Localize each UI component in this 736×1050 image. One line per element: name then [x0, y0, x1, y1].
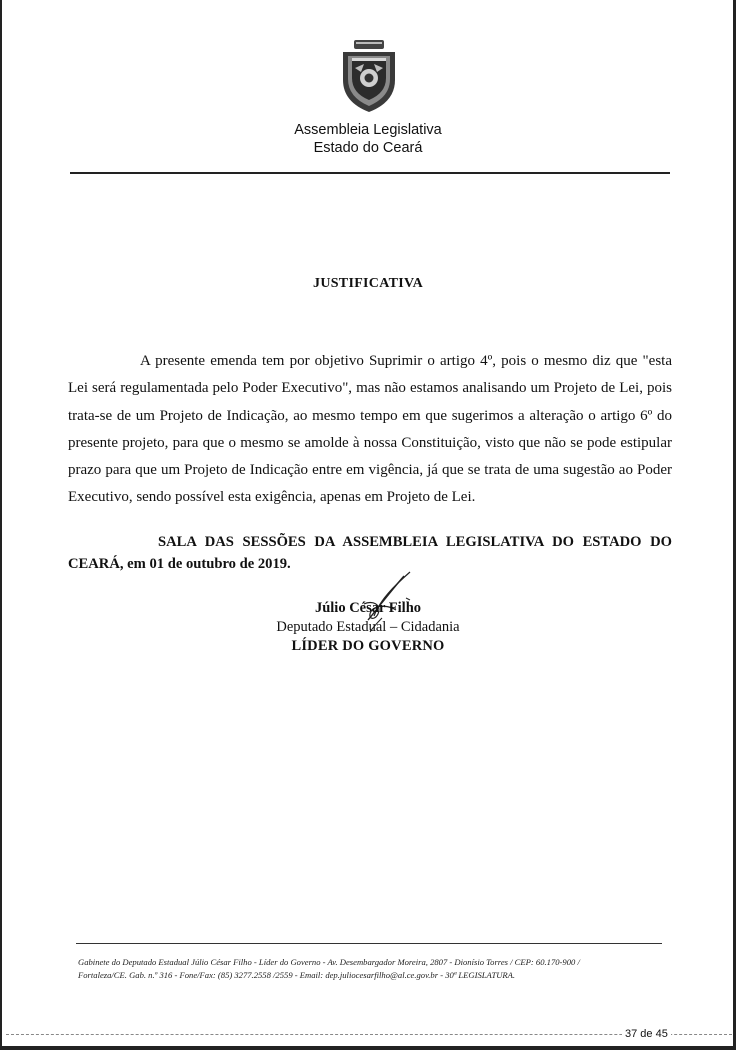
organization-state: Estado do Ceará — [313, 140, 423, 156]
signer-role: Deputado Estadual – Cidadania — [276, 619, 460, 635]
scan-border-left — [0, 0, 2, 1050]
organization-name: Assembleia Legislativa — [294, 122, 442, 138]
scan-border-bottom — [0, 1046, 736, 1050]
footer-address-line: Gabinete do Deputado Estadual Júlio César Filho - Líder do Governo - Av. Desembargador Moreira, 2807 - Dionísio Torres / CEP: 60.170-900 / — [78, 957, 580, 967]
page-number: 37 de 45 — [622, 1028, 671, 1040]
signer-name: Júlio César Filho — [314, 600, 422, 616]
header-divider — [70, 172, 670, 174]
signer-title: LÍDER DO GOVERNO — [291, 638, 445, 654]
state-coat-of-arms-icon — [338, 38, 400, 114]
document-title: JUSTIFICATIVA — [313, 276, 423, 291]
footer-divider — [76, 943, 662, 944]
session-location-date: SALA DAS SESSÕES DA ASSEMBLEIA LEGISLATIVA DO ESTADO DO CEARÁ, em 01 de outubro de 2019. — [68, 534, 672, 572]
footer-contact-line: Fortaleza/CE. Gab. n.º 316 - Fone/Fax: (85) 3277.2558 /2559 - Email: dep.juliocesarfilho@al.ce.gov.br - 30ª LEGISLATURA. — [78, 970, 516, 980]
justification-paragraph: A presente emenda tem por objetivo Suprimir o artigo 4º, pois o mesmo diz que "esta Lei será regulamentada pelo Poder Executivo", mas não estamos analisando um Projeto de Lei, pois trata-se de um Projeto de Indicação, ao mesmo tempo em que sugerimos a alteração o artigo 6º do presente projeto, para que o mesmo se amolde à nossa Constituição, visto que não se pode estipular prazo para que um Projeto de Indicação entre em vigência, já que se trata de uma sugestão ao Poder Executivo, sendo possível esta exigência, apenas em Projeto de Lei. — [68, 353, 672, 506]
